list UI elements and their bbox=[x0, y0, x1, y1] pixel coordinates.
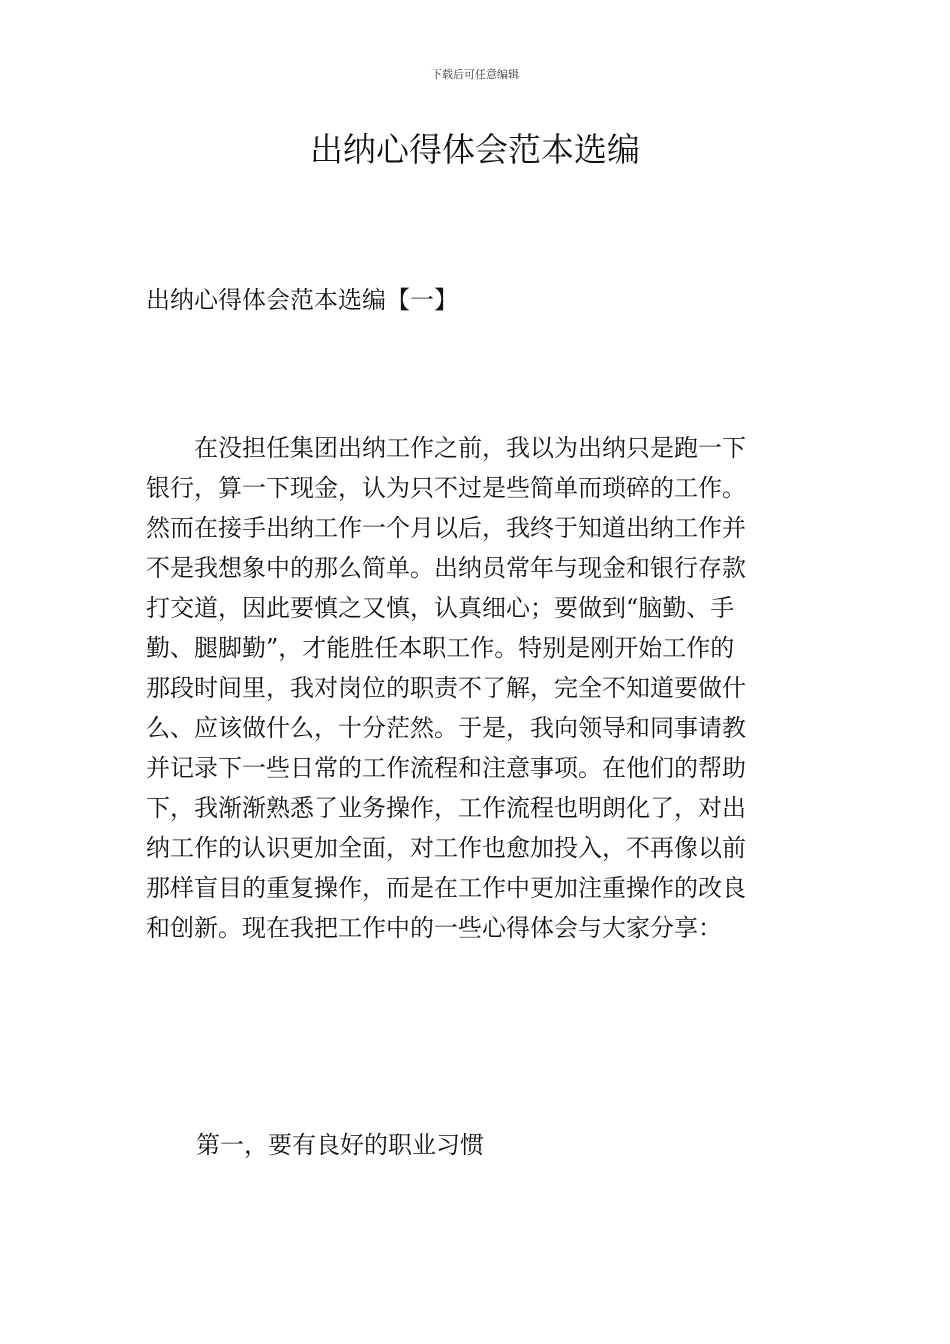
paragraph-line: 勤、腿脚勤”，才能胜任本职工作。特别是刚开始工作的 bbox=[146, 634, 735, 662]
paragraph-line: 打交道，因此要慎之又慎，认真细心；要做到“脑勤、手 bbox=[146, 594, 735, 622]
paragraph-line: 那段时间里，我对岗位的职责不了解，完全不知道要做什 bbox=[146, 674, 746, 702]
document-title: 出纳心得体会范本选编 bbox=[310, 130, 640, 169]
paragraph-line: 和创新。现在我把工作中的一些心得体会与大家分享： bbox=[146, 914, 722, 942]
paragraph-line: 并记录下一些日常的工作流程和注意事项。在他们的帮助 bbox=[146, 754, 746, 782]
paragraph-line: 不是我想象中的那么简单。出纳员常年与现金和银行存款 bbox=[146, 554, 746, 582]
paragraph-line: 那样盲目的重复操作，而是在工作中更加注重操作的改良 bbox=[146, 874, 746, 902]
paragraph-line: 然而在接手出纳工作一个月以后，我终于知道出纳工作并 bbox=[146, 514, 746, 542]
body-paragraph bbox=[146, 428, 806, 948]
paragraph-line: 下，我渐渐熟悉了业务操作，工作流程也明朗化了，对出 bbox=[146, 794, 746, 822]
section-heading: 出纳心得体会范本选编【一】 bbox=[146, 286, 458, 314]
paragraph-line: 银行，算一下现金，认为只不过是些简单而琐碎的工作。 bbox=[146, 474, 746, 502]
header-note: 下载后可任意编辑 bbox=[431, 68, 519, 81]
sub-heading: 第一，要有良好的职业习惯 bbox=[196, 1131, 484, 1159]
paragraph-line: 么、应该做什么，十分茫然。于是，我向领导和同事请教 bbox=[146, 714, 746, 742]
paragraph-line: 在没担任集团出纳工作之前，我以为出纳只是跑一下 bbox=[146, 434, 746, 462]
paragraph-line: 纳工作的认识更加全面，对工作也愈加投入，不再像以前 bbox=[146, 834, 746, 862]
